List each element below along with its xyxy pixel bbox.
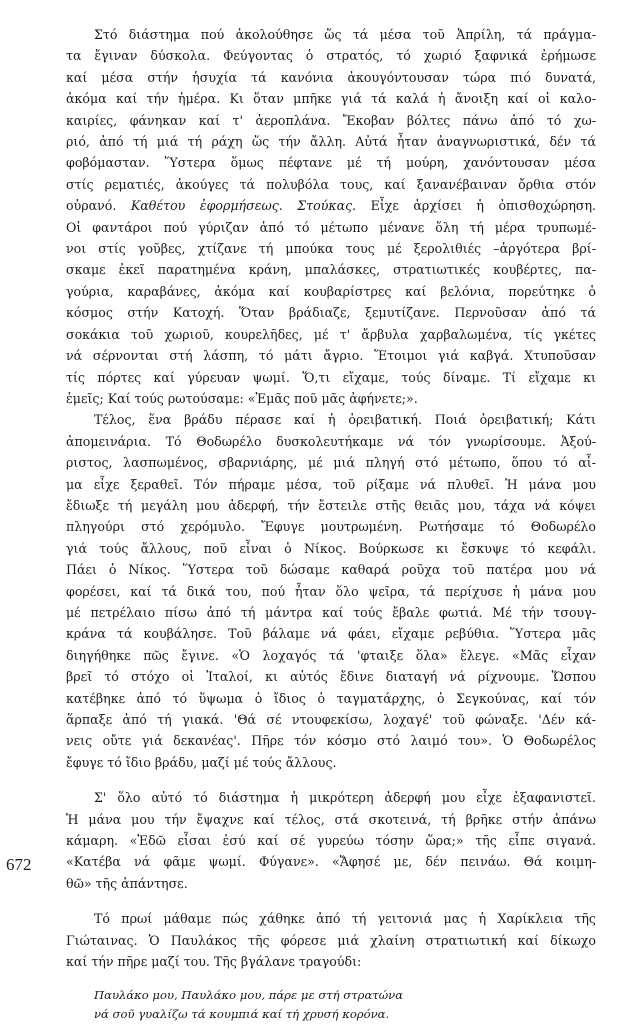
text-line: ριό, ἀπό τή μιά τή ράχη ὥς τήν ἄλλη. Αὐτά ἦταν ἀναγνωριστικά, δέν τά xyxy=(66,134,596,150)
text-line: καί τήν πῆρε μαζί του. Τῆς βγάλανε τραγούδι: xyxy=(66,954,362,970)
text-line: μα εἶχε ξεραθεῖ. Τόν πήραμε μέσα, τοῦ ρίξαμε νά πλυθεῖ. Ἡ μάνα μου xyxy=(66,476,596,492)
text-line: ἀπομεινάρια. Τό Θοδωρέλο δυσκολευτήκαμε νά τόν γνωρίσουμε. Ἀξού- xyxy=(66,433,596,449)
paragraph-1 xyxy=(66,24,596,409)
text-line: βρεῖ τό στόχο οἱ Ἰταλοί, κι αὐτός ἔδινε διαταγή νά ρίχνουμε. Ὥσπου xyxy=(66,669,596,685)
text-line: ἔδιωξε τή μεγάλη μου ἀδερφή, τήν ἔστειλε στῆς θειᾶς μου, τάχα νά κόψει xyxy=(66,497,596,513)
text-line: Οἱ φαντάροι πού γύριζαν ἀπό τό μέτωπο μένανε ὅλη τή μέρα τρυπωμέ- xyxy=(66,219,596,235)
paragraph-2 xyxy=(66,409,596,773)
paragraph-3 xyxy=(66,787,596,894)
text-line: νοι στίς γοῦβες, χτίζανε τή μπούκα τους μέ ξερολιθιές –ἀργότερα βρί- xyxy=(66,241,596,257)
text-line: «Κατέβα νά φᾶμε ψωμί. Φύγανε». «Ἄφησέ με, δέν πεινάω. Θά κοιμη- xyxy=(66,854,596,870)
text-line: φορέσει, καί τά δικά του, πού ἦταν ὅλο ψεῖρα, τά περίχυσε ἡ μάνα μου xyxy=(66,583,596,599)
song-verse xyxy=(66,986,596,1024)
verse-line: Παυλάκο μου, Παυλάκο μου, πάρε με στή στρατώνα xyxy=(94,988,404,1003)
text-line: καιρίες, φάνηκαν καί τ' ἀεροπλάνα. Ἔκοβαν βόλτες πάνω ἀπό τό χω- xyxy=(66,112,596,128)
text-line: γούρια, καραβάνες, ἀκόμα καί κουβαρίστρες καί βελόνια, πορεύτηκε ὁ xyxy=(66,283,596,299)
text-line: τα ἔγιναν δύσκολα. Φεύγοντας ὁ στρατός, τό χωριό ξαφνικά ἐρήμωσε xyxy=(66,48,596,64)
text-line: ἐμεῖς; Καί τούς ρωτούσαμε: «Ἐμᾶς ποῦ μᾶς ἀφήνετε;». xyxy=(66,390,418,406)
body-text xyxy=(66,24,596,1024)
italic-phrase: Καθέτου ἐφορμήσεως. Στούκας. xyxy=(130,198,357,214)
text-line: τίς πόρτες καί γύρευαν ψωμί. Ὅ,τι εἴχαμε, τούς δίναμε. Τί εἴχαμε κι xyxy=(66,369,596,385)
text-line: κόσμος στήν Κατοχή. Ὅταν βράδιαζε, ξεμυτίζανε. Περνοῦσαν ἀπό τά xyxy=(66,305,596,321)
text-line: μέ πετρέλαιο πίσω ἀπό τή μάντρα καί τούς ἔβαλε φωτιά. Μέ τήν τσουγ- xyxy=(66,604,596,620)
text-line: νεις οὔτε γιά δεκανέας'. Πῆρε τόν κόσμο στό λαιμό του». Ὁ Θοδωρέλος xyxy=(66,733,596,749)
text-line: ἔφυγε τό ἴδιο βράδυ, μαζί μέ τούς ἄλλους. xyxy=(66,754,337,770)
paragraph-4 xyxy=(66,908,596,972)
text-line: σοκάκια τοῦ χωριοῦ, κουρελῆδες, μέ τ' ἄρβυλα χαρβαλωμένα, τίς γκέτες xyxy=(66,326,596,342)
text-line: Πάει ὁ Νίκος. Ὕστερα τοῦ δώσαμε καθαρά ροῦχα τοῦ πατέρα μου νά xyxy=(66,562,596,578)
text-line: φοβόμασταν. Ὕστερα ὅμως πέφτανε μέ τή μούρη, χανόντουσαν μέσα xyxy=(66,155,596,171)
text-line: κατέβηκε ἀπό τό ὕψωμα ὁ ἴδιος ὁ ταγματάρχης, ὁ Σεγκούνας, καί τόν xyxy=(66,690,596,706)
text-line: διηγήθηκε πῶς ἔγινε. «Ὁ λοχαγός τά 'φταιξε ὅλα» ἔλεγε. «Μᾶς εἶχαν xyxy=(66,647,596,663)
text-line: σκαμε ἐκεῖ παρατημένα κράνη, μπαλάσκες, στρατιωτικές κουβέρτες, πα- xyxy=(66,262,596,278)
text-line: Τέλος, ἕνα βράδυ πέρασε καί ἡ ὀρειβατική. Ποιά ὀρειβατική; Κάτι xyxy=(94,412,596,428)
text-line: πληγούρι στό χερόμυλο. Ἔφυγε μουτρωμένη. Ρωτήσαμε τό Θοδωρέλο xyxy=(66,519,596,535)
text-line: κάμαρη. «Ἐδῶ εἶσαι ἐσύ καί σέ γυρεύω τόσην ὥρα;» τῆς εἶπε σιγανά. xyxy=(66,833,596,849)
text-line: θῶ» τῆς ἀπάντησε. xyxy=(66,875,188,891)
text-line: ἅρπαξε ἀπό τή γιακά. 'Θά σέ ντουφεκίσω, λοχαγέ' τοῦ φώναξε. 'Δέν κά- xyxy=(66,712,596,727)
text-line: Ἡ μάνα μου τήν ἔψαχνε καί τέλος, στά σκοτεινά, τή βρῆκε στήν ἀπάνω xyxy=(66,811,596,827)
text-line: ριστος, λασπωμένος, σβαρνιάρης, μέ μιά πληγή στό μέτωπο, ὅπου τό αἷ- xyxy=(66,455,596,471)
text-line: Στό διάστημα πού ἀκολούθησε ὥς τά μέσα τοῦ Ἀπρίλη, τά πράγμα- xyxy=(94,27,596,42)
text-line: Γιώταινας. Ὁ Παυλάκος τῆς φόρεσε μιά χλαίνη στρατιωτική καί δίκωχο xyxy=(66,932,596,948)
text-line: νά σέρνονται στή λάσπη, τό μάτι ἄγριο. Ἕτοιμοι γιά καβγά. Χτυποῦσαν xyxy=(66,348,596,364)
text-line: κράνα τά κουβάλησε. Τοῦ βάλαμε νά φάει, εἴχαμε ρεβύθια. Ὕστερα μᾶς xyxy=(66,626,596,642)
text-line: ἀκόμα καί τήν ἡμέρα. Κι ὅταν μπῆκε γιά τά καλά ἡ ἄνοιξη καί οἱ καλο- xyxy=(66,91,596,107)
text-line-with-italics: οὐρανό. Καθέτου ἐφορμήσεως. Στούκας. Εἶχε ἀρχίσει ἡ ὀπισθοχώρηση. xyxy=(66,198,597,214)
text-line: γιά τούς ἄλλους, ποῦ εἶναι ὁ Νίκος. Βούρκωσε κι ἔσκυψε τό κεφάλι. xyxy=(66,540,596,556)
text-line: καί μέσα στήν ἡσυχία τά κανόνια ἀκουγόντουσαν τώρα πιό δυνατά, xyxy=(66,69,596,85)
page-number: 672 xyxy=(6,855,32,874)
text-line: Σ' ὅλο αὐτό τό διάστημα ἡ μικρότερη ἀδερφή μου εἶχε ἐξαφανιστεῖ. xyxy=(94,790,596,806)
text-line: Τό πρωί μάθαμε πώς χάθηκε ἀπό τή γειτονιά μας ἡ Χαρίκλεια τῆς xyxy=(94,911,596,927)
verse-line: νά σοῦ γυαλίζω τά κουμπιά καί τή χρυσή κορόνα. xyxy=(94,1007,390,1022)
text-line: στίς ρεματιές, ἀκούγες τά πολυβόλα τους, καί ξανανέβαιναν ὄρθια στόν xyxy=(66,176,596,192)
